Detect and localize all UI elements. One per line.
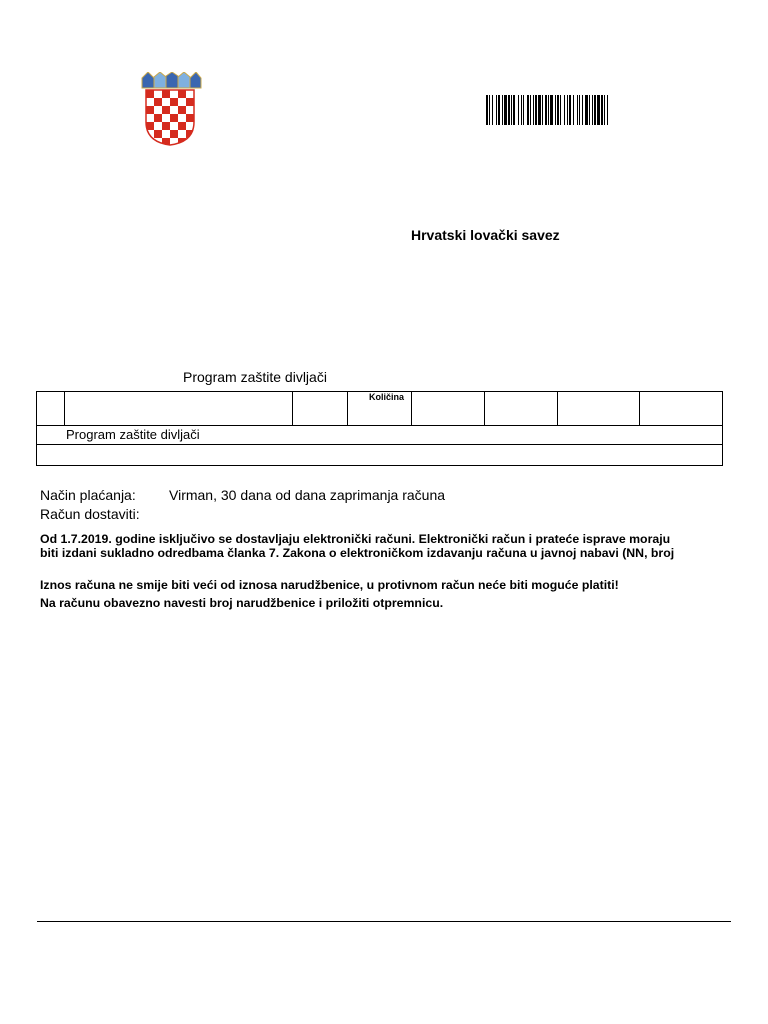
- table-header-quantity: Količina: [369, 392, 405, 402]
- items-table: [36, 391, 723, 466]
- table-row-divider: [37, 425, 722, 426]
- payment-method-value: Virman, 30 dana od dana zaprimanja računa: [169, 487, 446, 503]
- table-column-divider: [484, 392, 485, 426]
- table-column-divider: [557, 392, 558, 426]
- order-number-note: Na računu obavezno navesti broj narudžbenice i priložiti otpremnicu.: [40, 596, 444, 610]
- table-cell-item: Program zaštite divljači: [66, 427, 200, 442]
- coat-of-arms-icon: [138, 72, 202, 146]
- payment-method-label: Način plaćanja:: [40, 487, 136, 503]
- barcode: [486, 95, 692, 125]
- delivery-label: Račun dostaviti:: [40, 506, 140, 522]
- table-column-divider: [639, 392, 640, 426]
- table-column-divider: [347, 392, 348, 426]
- table-column-divider: [64, 392, 65, 426]
- table-column-divider: [411, 392, 412, 426]
- amount-warning: Iznos računa ne smije biti veći od iznosa narudžbenice, u protivnom račun neće biti moguće platiti!: [40, 578, 619, 592]
- footer-divider: [37, 921, 731, 922]
- e-invoice-notice-line1: Od 1.7.2019. godine isključivo se dostavljaju elektronički računi. Elektronički račun i prateće isprave moraju: [40, 532, 671, 546]
- table-row-divider: [37, 444, 722, 445]
- e-invoice-notice-line2: biti izdani sukladno odredbama članka 7. Zakona o elektroničkom izdavanju računa u javnoj nabavi (NN, broj: [40, 546, 675, 560]
- table-column-divider: [292, 392, 293, 426]
- recipient-name: Hrvatski lovački savez: [411, 227, 560, 243]
- order-title: Program zaštite divljači: [183, 369, 327, 385]
